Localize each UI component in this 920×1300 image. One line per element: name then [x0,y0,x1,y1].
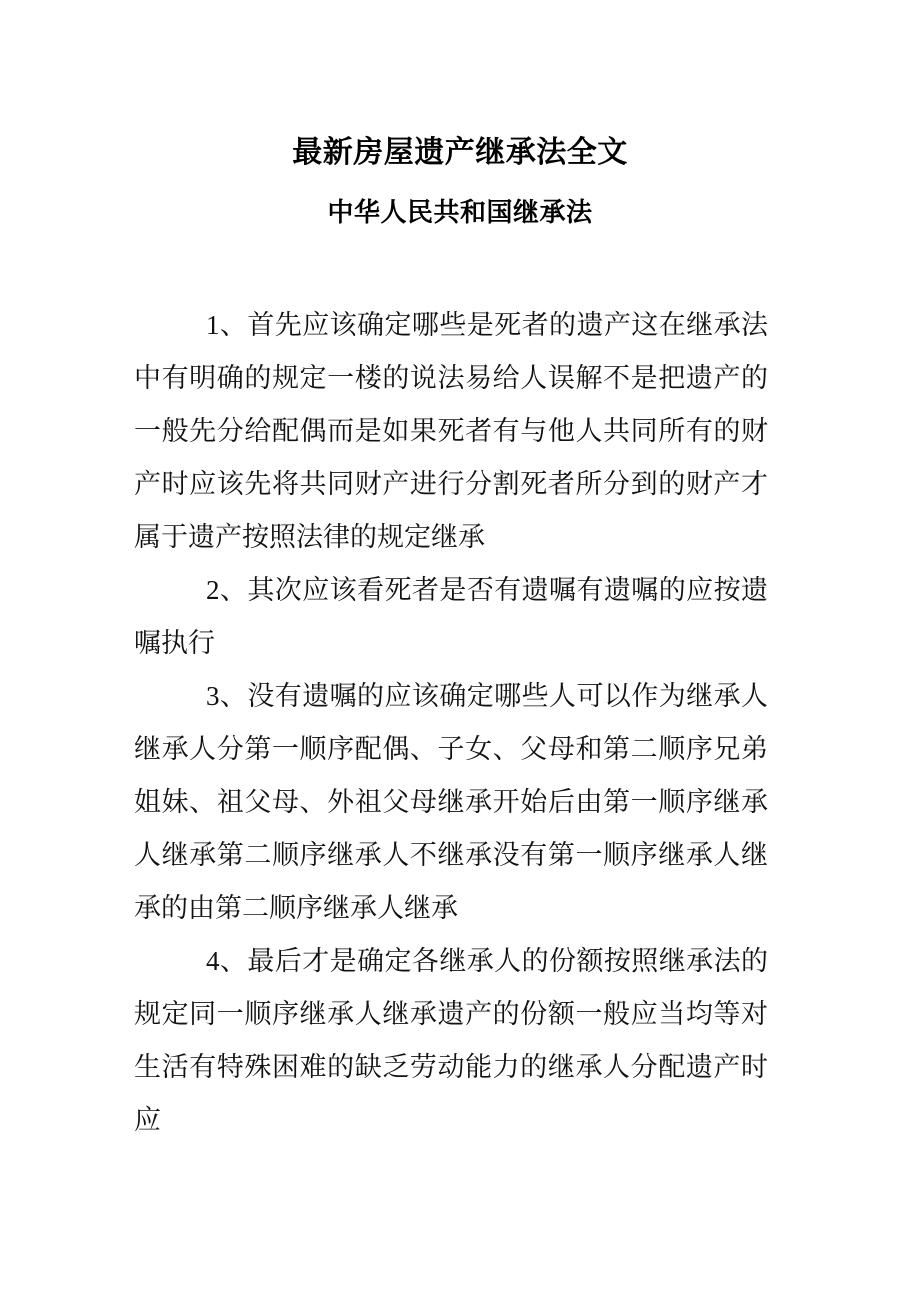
paragraph-item: 4、最后才是确定各继承人的份额按照继承法的规定同一顺序继承人继承遗产的份额一般应当均等对生活有特殊困难的缺乏劳动能力的继承人分配遗产时应 [134,946,768,1135]
paragraph-item: 2、其次应该看死者是否有遗嘱有遗嘱的应按遗嘱执行 [134,575,768,658]
paragraph-item: 1、首先应该确定哪些是死者的遗产这在继承法中有明确的规定一楼的说法易给人误解不是把遗产的一般先分给配偶而是如果死者有与他人共同所有的财产时应该先将共同财产进行分割死者所分到的财产才属于遗产按照法律的规定继承 [134,310,768,552]
document-body [134,299,768,1147]
page-title: 最新房屋遗产继承法全文 [292,136,628,169]
paragraph-item: 3、没有遗嘱的应该确定哪些人可以作为继承人继承人分第一顺序配偶、子女、父母和第二顺序兄弟姐妹、祖父母、外祖父母继承开始后由第一顺序继承人继承第二顺序继承人不继承没有第一顺序继承人继承的由第二顺序继承人继承 [134,681,768,923]
page-subtitle: 中华人民共和国继承法 [327,197,593,227]
